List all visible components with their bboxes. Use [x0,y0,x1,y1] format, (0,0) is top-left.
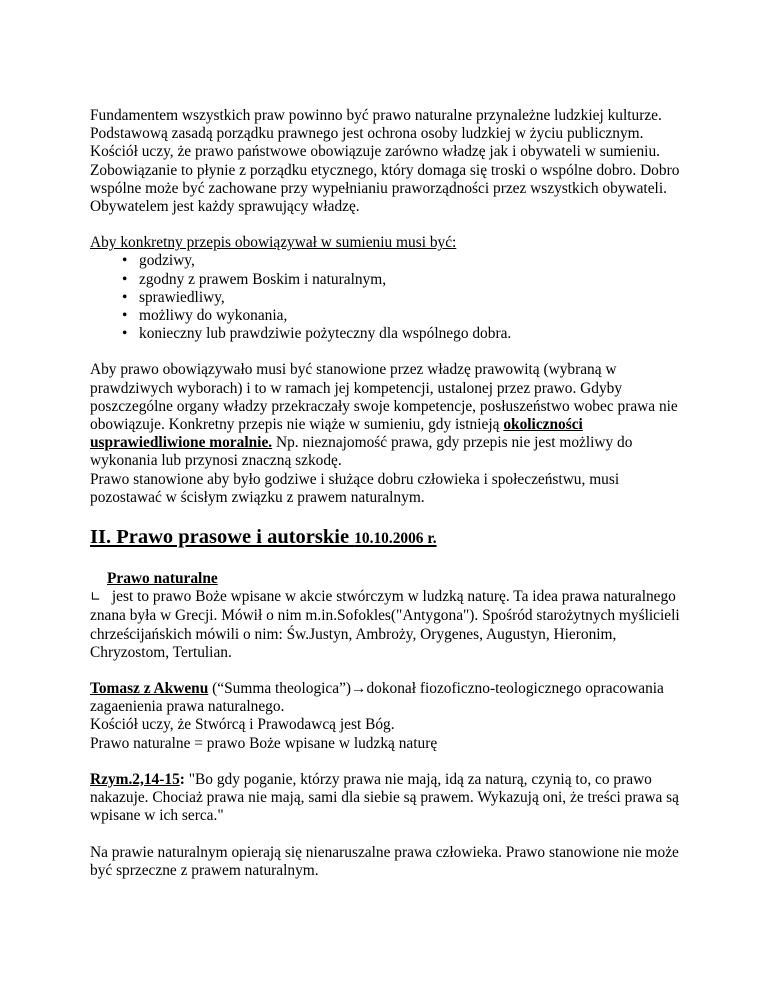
bible-reference: Rzym.2,14-15 [90,770,180,788]
list-item: • godziwy, [122,252,195,270]
document-page [90,107,690,880]
bullet-icon: • [122,252,128,270]
text-line: poszczególne organy władzy przekraczały swoje kompetencje, posłuszeństwo wobec prawa nie [90,397,678,415]
text-line: prawdziwych wyborach) i to w ramach jej kompetencji, ustalonej przez prawo. Gdyby [90,379,623,397]
bullet-icon: • [122,307,128,325]
aquinas-paragraph [90,680,690,753]
text-line: obowiązuje. Konkretny przepis nie wiąże w sumieniu, gdy istnieją okoliczności [90,416,583,434]
conditions-list [90,252,690,343]
romans-quote-paragraph [90,771,690,826]
text-line: ∟ jest to prawo Boże wpisane w akcie stwórczym w ludzką naturę. Ta idea prawa naturalnego [90,588,690,607]
text-line: Chryzostom, Tertulian. [90,643,232,661]
list-item: • możliwy do wykonania, [122,307,288,325]
natural-law-paragraph [90,588,690,662]
text-line: wykonania lub przynosi znaczną szkodę. [90,452,342,470]
list-item: • sprawiedliwy, [122,288,225,306]
subsection-heading: Prawo naturalne [107,570,218,588]
text-line: usprawiedliwione moralnie. Np. nieznajomość prawa, gdy przepis nie jest możliwy do [90,434,633,452]
text-line: Rzym.2,14-15: "Bo gdy poganie, którzy prawa nie mają, idą za naturą, czynią to, co prawo [90,770,652,788]
section-heading: II. Prawo prasowe i autorskie 10.10.2006 r. [90,526,437,549]
text-line: Na prawie naturalnym opierają się nienaruszalne prawa człowieka. Prawo stanowione nie może [90,843,679,861]
text-line: pozostawać w ścisłym związku z prawem naturalnym. [90,488,425,506]
text-line: zagaenienia prawa naturalnego. [90,698,285,716]
corner-mark-icon: ∟ [90,590,101,606]
bullet-icon: • [122,270,128,288]
text-line: Kościół uczy, że prawo państwowe obowiązuje zarówno władzę jak i obywateli w sumieniu. [90,143,660,161]
bullet-icon: • [122,288,128,306]
closing-paragraph [90,844,690,880]
list-item: • zgodny z prawem Boskim i naturalnym, [122,270,387,288]
text-line: Obywatelem jest każdy sprawujący władzę. [90,198,360,216]
text-line: Aby prawo obowiązywało musi być stanowione przez władzę prawowitą (wybraną w [90,361,617,379]
text-line: Tomasz z Akwenu (“Summa theologica”)→dokonał fiozoficzno-teologicznego opracowania [90,680,664,698]
text-line: Prawo stanowione aby było godziwe i służące dobru człowieka i społeczeństwu, musi [90,470,620,488]
text-line: nakazuje. Chociaż prawa nie mają, sami dla siebie są prawem. Wykazują oni, że treści prawa są [90,789,679,807]
intro-paragraph [90,107,690,216]
text-line: Prawo naturalne = prawo Boże wpisane w ludzką naturę [90,734,438,752]
text-line: Fundamentem wszystkich praw powinno być prawo naturalne przynależne ludzkiej kulturze. [90,107,662,124]
author-name: Tomasz z Akwenu [90,680,209,698]
authority-paragraph [90,361,690,507]
text-line: znana była w Grecji. Mówił o nim m.in.Sofokles("Antygona"). Spośród starożytnych myślicieli [90,607,680,625]
text-line: wpisane w ich serca." [90,807,224,825]
emphasis: usprawiedliwione moralnie. [90,434,273,452]
text-line: chrześcijańskich mówili o nim: Św.Justyn, Ambroży, Orygenes, Augustyn, Hieronim, [90,625,617,643]
text-line: Kościół uczy, że Stwórcą i Prawodawcą jest Bóg. [90,716,395,734]
bullet-icon: • [122,325,128,343]
emphasis: okoliczności [503,416,583,434]
section-date: 10.10.2006 r. [354,530,437,548]
list-item: • konieczny lub prawdziwie pożyteczny dla wspólnego dobra. [122,325,512,343]
conditions-heading: Aby konkretny przepis obowiązywał w sumieniu musi być: [90,234,457,252]
text-line: być sprzeczne z prawem naturalnym. [90,861,319,879]
text-line: Podstawową zasadą porządku prawnego jest ochrona osoby ludzkiej w życiu publicznym. [90,125,644,143]
text-line: wspólne może być zachowane przy wypełnianiu praworządności przez wszystkich obywateli. [90,179,667,197]
text-line: Zobowiązanie to płynie z porządku etycznego, który domaga się troski o wspólne dobro. Dobro [90,161,680,179]
